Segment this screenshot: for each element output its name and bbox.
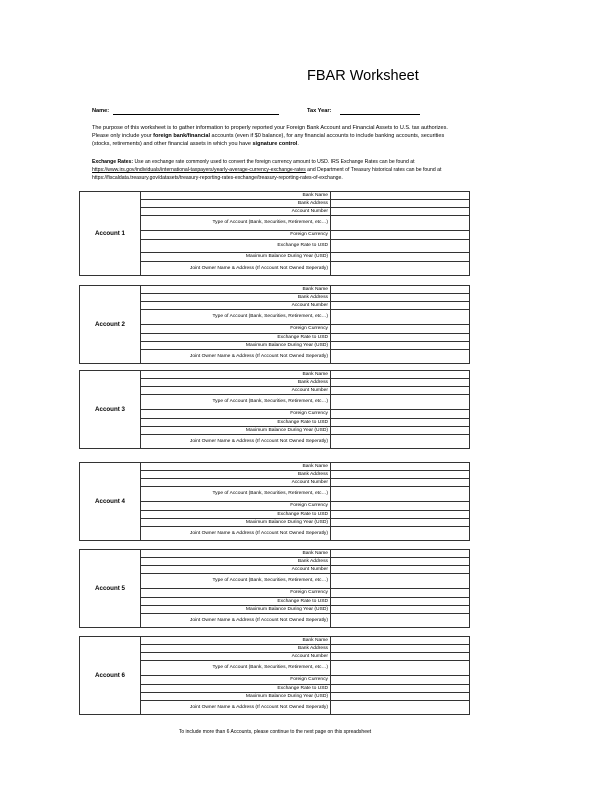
field-value-cell[interactable] [331, 661, 469, 675]
field-row [140, 427, 469, 435]
field-row [140, 395, 469, 410]
account-block [79, 636, 470, 715]
field-row [140, 216, 469, 231]
field-value-cell[interactable] [331, 310, 469, 324]
field-row [140, 637, 469, 645]
field-label: Joint Owner Name & Address (If Account Not Owned Seperatly) [140, 614, 331, 628]
field-label: Bank Name [140, 371, 331, 378]
field-value-cell[interactable] [331, 302, 469, 309]
field-value-cell[interactable] [331, 606, 469, 613]
field-row [140, 200, 469, 208]
field-label: Bank Name [140, 550, 331, 557]
field-label: Type of Account (Bank, Securities, Retirement, etc…) [140, 661, 331, 675]
field-row [140, 685, 469, 693]
field-value-cell[interactable] [331, 427, 469, 434]
field-value-cell[interactable] [331, 527, 469, 541]
account-label: Account 6 [80, 637, 141, 714]
field-value-cell[interactable] [331, 350, 469, 364]
field-label: Exchange Rate to USD [140, 685, 331, 692]
field-row [140, 614, 469, 628]
field-label: Bank Name [140, 637, 331, 644]
field-label: Account Number [140, 302, 331, 309]
account-block [79, 191, 470, 276]
account-label: Account 1 [80, 192, 141, 275]
field-value-cell[interactable] [331, 371, 469, 378]
field-label: Joint Owner Name & Address (If Account Not Owned Seperatly) [140, 435, 331, 449]
field-value-cell[interactable] [331, 387, 469, 394]
field-row [140, 410, 469, 419]
field-label: Maximum Balance During Year (USD) [140, 342, 331, 349]
field-label: Type of Account (Bank, Securities, Retirement, etc…) [140, 310, 331, 324]
field-label: Bank Address [140, 471, 331, 478]
field-value-cell[interactable] [331, 208, 469, 215]
field-value-cell[interactable] [331, 511, 469, 518]
field-label: Exchange Rate to USD [140, 334, 331, 341]
field-row [140, 253, 469, 262]
field-value-cell[interactable] [331, 262, 469, 276]
field-label: Bank Name [140, 192, 331, 199]
field-row [140, 192, 469, 200]
field-value-cell[interactable] [331, 240, 469, 252]
account-block [79, 285, 470, 364]
field-row [140, 487, 469, 502]
field-row [140, 502, 469, 511]
field-row [140, 325, 469, 334]
account-label: Account 2 [80, 286, 141, 363]
field-row [140, 387, 469, 395]
field-row [140, 661, 469, 676]
field-row [140, 519, 469, 527]
field-row [140, 294, 469, 302]
field-label: Maximum Balance During Year (USD) [140, 606, 331, 613]
field-label: Type of Account (Bank, Securities, Retirement, etc…) [140, 216, 331, 230]
field-value-cell[interactable] [331, 334, 469, 341]
account-block [79, 370, 470, 449]
field-value-cell[interactable] [331, 502, 469, 510]
field-label: Joint Owner Name & Address (If Account Not Owned Seperatly) [140, 701, 331, 715]
field-value-cell[interactable] [331, 471, 469, 478]
field-label: Bank Name [140, 463, 331, 470]
field-value-cell[interactable] [331, 463, 469, 470]
field-label: Foreign Currency [140, 410, 331, 418]
field-row [140, 598, 469, 606]
field-value-cell[interactable] [331, 519, 469, 526]
field-row [140, 653, 469, 661]
field-value-cell[interactable] [331, 200, 469, 207]
field-label: Account Number [140, 653, 331, 660]
account-label: Account 5 [80, 550, 141, 627]
field-label: Exchange Rate to USD [140, 511, 331, 518]
field-value-cell[interactable] [331, 645, 469, 652]
field-row [140, 676, 469, 685]
field-row [140, 379, 469, 387]
exchange-rates-paragraph: Exchange Rates: Use an exchange rate commonly used to convert the foreign currency amount to USD. IRS Exchange Rates can be found at https://www.irs.gov/individuals/international-taxpayers/yearly-average-currency-exchange-rates and Department of Treasury historical rates can be found at https://fiscaldata.treasury.gov/datasets/treasury-reporting-rates-exchange/treasury-reporting-rates-of-exchange. [92, 159, 442, 182]
field-value-cell[interactable] [331, 395, 469, 409]
account-label: Account 4 [80, 463, 141, 540]
field-value-cell[interactable] [331, 325, 469, 333]
field-row [140, 566, 469, 574]
field-row [140, 342, 469, 350]
field-label: Maximum Balance During Year (USD) [140, 253, 331, 261]
field-label: Exchange Rate to USD [140, 240, 331, 252]
field-value-cell[interactable] [331, 294, 469, 301]
name-field[interactable] [113, 114, 279, 115]
field-row [140, 574, 469, 589]
field-label: Bank Address [140, 645, 331, 652]
field-row [140, 208, 469, 216]
field-label: Foreign Currency [140, 676, 331, 684]
field-label: Account Number [140, 479, 331, 486]
field-row [140, 479, 469, 487]
field-label: Account Number [140, 387, 331, 394]
field-row [140, 240, 469, 253]
tax-year-field[interactable] [340, 114, 420, 115]
field-label: Maximum Balance During Year (USD) [140, 519, 331, 526]
field-value-cell[interactable] [331, 419, 469, 426]
field-value-cell[interactable] [331, 558, 469, 565]
field-label: Joint Owner Name & Address (If Account Not Owned Seperatly) [140, 262, 331, 276]
field-row [140, 693, 469, 701]
field-label: Joint Owner Name & Address (If Account Not Owned Seperatly) [140, 527, 331, 541]
field-label: Maximum Balance During Year (USD) [140, 427, 331, 434]
field-label: Maximum Balance During Year (USD) [140, 693, 331, 700]
field-row [140, 471, 469, 479]
field-value-cell[interactable] [331, 598, 469, 605]
field-value-cell[interactable] [331, 410, 469, 418]
field-value-cell[interactable] [331, 701, 469, 715]
field-label: Account Number [140, 208, 331, 215]
field-value-cell[interactable] [331, 693, 469, 700]
field-value-cell[interactable] [331, 653, 469, 660]
field-value-cell[interactable] [331, 574, 469, 588]
field-row [140, 701, 469, 715]
field-row [140, 435, 469, 449]
field-row [140, 511, 469, 519]
field-value-cell[interactable] [331, 589, 469, 597]
field-value-cell[interactable] [331, 231, 469, 239]
field-value-cell[interactable] [331, 286, 469, 293]
field-label: Bank Address [140, 294, 331, 301]
intro-paragraph: The purpose of this worksheet is to gather information to properly reported your Foreign Bank Account and Financial Assets to U.S. tax authorizes. Please only include your foreign bank/financial accounts (even if $0 balance), for any financial accounts to include banking accounts, securities (stocks, retirements) and other financial assets in which you have signature control. [92, 125, 448, 148]
field-value-cell[interactable] [331, 614, 469, 628]
field-label: Bank Address [140, 379, 331, 386]
field-label: Foreign Currency [140, 589, 331, 597]
irs-rates-link[interactable]: https://www.irs.gov/individuals/international-taxpayers/yearly-average-currency-exchange-rates [92, 167, 306, 174]
field-label: Type of Account (Bank, Securities, Retirement, etc…) [140, 574, 331, 588]
field-row [140, 645, 469, 653]
field-value-cell[interactable] [331, 550, 469, 557]
field-row [140, 558, 469, 566]
field-label: Exchange Rate to USD [140, 419, 331, 426]
field-label: Account Number [140, 566, 331, 573]
field-label: Bank Name [140, 286, 331, 293]
field-value-cell[interactable] [331, 216, 469, 230]
field-row [140, 334, 469, 342]
account-block [79, 462, 470, 541]
field-value-cell[interactable] [331, 379, 469, 386]
field-row [140, 262, 469, 276]
footer-note: To include more than 6 Accounts, please continue to the next page on this spreadsheet [178, 729, 372, 735]
field-value-cell[interactable] [331, 566, 469, 573]
account-block [79, 549, 470, 628]
field-label: Foreign Currency [140, 231, 331, 239]
field-label: Bank Address [140, 558, 331, 565]
field-value-cell[interactable] [331, 342, 469, 349]
field-row [140, 463, 469, 471]
field-row [140, 527, 469, 541]
field-row [140, 350, 469, 364]
field-row [140, 302, 469, 310]
field-value-cell[interactable] [331, 479, 469, 486]
name-label: Name: [92, 108, 110, 114]
field-row [140, 286, 469, 294]
field-label: Type of Account (Bank, Securities, Retirement, etc…) [140, 487, 331, 501]
field-value-cell[interactable] [331, 192, 469, 199]
field-label: Foreign Currency [140, 325, 331, 333]
field-label: Exchange Rate to USD [140, 598, 331, 605]
field-label: Joint Owner Name & Address (If Account Not Owned Seperatly) [140, 350, 331, 364]
field-row [140, 419, 469, 427]
field-row [140, 371, 469, 379]
field-label: Type of Account (Bank, Securities, Retirement, etc…) [140, 395, 331, 409]
page-title: FBAR Worksheet [307, 68, 419, 84]
field-row [140, 310, 469, 325]
field-value-cell[interactable] [331, 487, 469, 501]
field-value-cell[interactable] [331, 637, 469, 644]
field-row [140, 231, 469, 240]
field-value-cell[interactable] [331, 685, 469, 692]
field-row [140, 589, 469, 598]
field-row [140, 550, 469, 558]
field-value-cell[interactable] [331, 676, 469, 684]
field-value-cell[interactable] [331, 435, 469, 449]
account-label: Account 3 [80, 371, 141, 448]
field-value-cell[interactable] [331, 253, 469, 261]
field-label: Foreign Currency [140, 502, 331, 510]
field-row [140, 606, 469, 614]
tax-year-label: Tax Year: [307, 108, 332, 114]
field-label: Bank Address [140, 200, 331, 207]
